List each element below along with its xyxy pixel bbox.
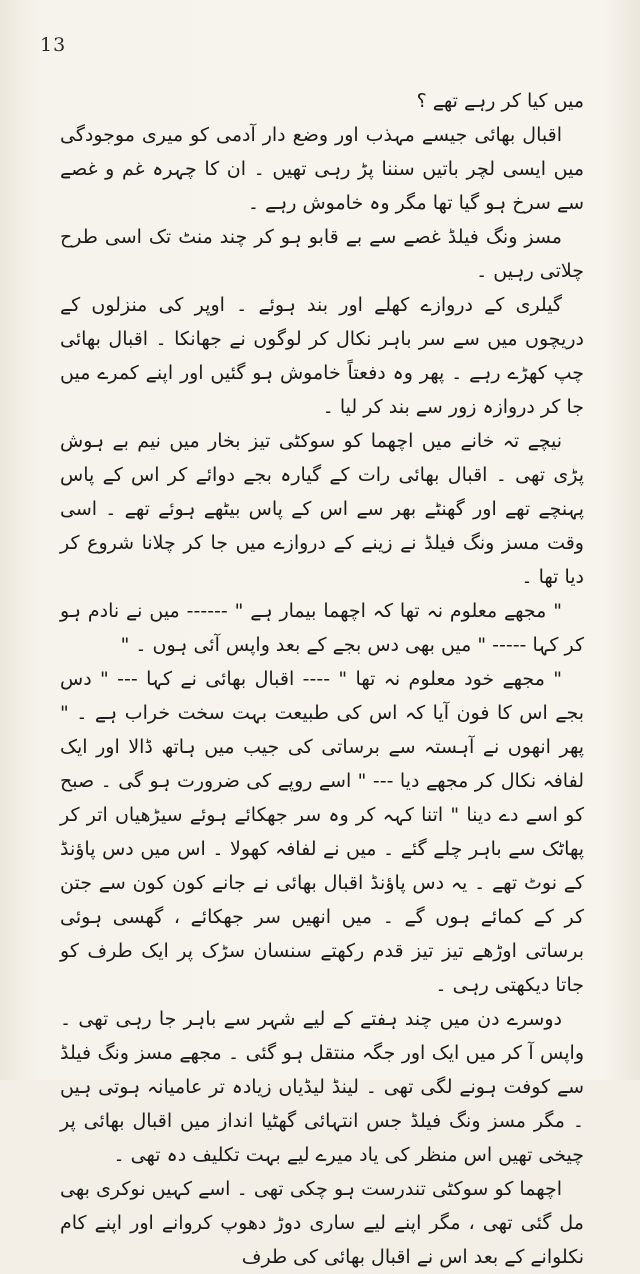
paragraph-1: میں کیا کر رہے تھے ؟ [416,90,584,112]
body-text [60,84,584,1268]
paragraph-8: دوسرے دن میں چند ہفتے کے لیے شہر سے باہر جا رہی تھی ۔ واپس آ کر میں ایک اور جگہ منتقل ہو گئی ۔ مجھے مسز ونگ فیلڈ سے کوفت ہونے لگی تھی ۔ لینڈ لیڈیاں زیادہ تر عامیانہ ہوتی ہیں ۔ مگر مسز ونگ فیلڈ جس انتہائی گھٹیا انداز میں اقبال بھائی پر چیخی تھیں اس منظر کی یاد میرے لیے بہت تکلیف دہ تھی ۔ [60,1008,584,1166]
paragraph-6: " مجھے معلوم نہ تھا کہ اچھما بیمار ہے " ------ میں نے نادم ہو کر کہا ----- " میں بھی دس بجے کے بعد واپس آئی ہوں ۔ " [60,600,584,656]
paragraph-3: مسز ونگ فیلڈ غصے سے بے قابو ہو کر چند منٹ تک اسی طرح چلاتی رہیں ۔ [60,226,584,282]
paragraph-7: " مجھے خود معلوم نہ تھا " ---- اقبال بھائی نے کہا --- " دس بجے اس کا فون آیا کہ اس کی طبیعت بہت سخت خراب ہے ۔ " پھر انھوں نے آہستہ سے برساتی کی جیب میں ہاتھ ڈالا اور ایک لفافہ نکال کر مجھے دیا --- " اسے روپے کی ضرورت ہو گی ۔ صبح کو اسے دے دینا " اتنا کہہ کر وہ سر جھکائے ہوئے سیڑھیاں اتر کر پھاٹک سے باہر چلے گئے ۔ میں نے لفافہ کھولا ۔ اس میں دس پاؤنڈ کے نوٹ تھے ۔ یہ دس پاؤنڈ اقبال بھائی نے جانے کون کون سے جتن کر کے کمائے ہوں گے ۔ میں انھیں سر جھکائے ، گھسی ہوئی برساتی اوڑھے تیز تیز قدم رکھتے سنسان سڑک پر ایک طرف کو جاتا دیکھتی رہی ۔ [60,668,584,996]
paragraph-9: اچھما کو سوکٹی تندرست ہو چکی تھی ۔ اسے کہیں نوکری بھی مل گئی تھی ، مگر اپنے لیے ساری دوڑ دھوپ کروانے اور اپنے کام نکلوانے کے بعد اس نے اقبال بھائی کی طرف [60,1178,584,1268]
paragraph-4: گیلری کے دروازے کھلے اور بند ہوئے ۔ اوپر کی منزلوں کے دریچوں میں سے سر باہر نکال کر لوگوں نے جھانکا ۔ اقبال بھائی چپ کھڑے رہے ۔ پھر وہ دفعتاً خاموش ہو گئیں اور اپنے کمرے میں جا کر دروازہ زور سے بند کر لیا ۔ [60,294,584,418]
page-number: 13 [40,34,67,56]
paragraph-2: اقبال بھائی جیسے مہذب اور وضع دار آدمی کو میری موجودگی میں ایسی لچر باتیں سننا پڑ رہی تھیں ۔ ان کا چہرہ غم و غصے سے سرخ ہو گیا تھا مگر وہ خاموش رہے ۔ [60,124,584,214]
paragraph-5: نیچے تہ خانے میں اچھما کو سوکٹی تیز بخار میں نیم بے ہوش پڑی تھی ۔ اقبال بھائی رات کے گیارہ بجے دوائے کر اس کے پاس پہنچے تھے اور گھنٹے بھر سے اس کے پاس بیٹھے ہوئے تھے ۔ اسی وقت مسز ونگ فیلڈ نے زینے کے دروازے میں جا کر چلانا شروع کر دیا تھا ۔ [60,430,584,588]
